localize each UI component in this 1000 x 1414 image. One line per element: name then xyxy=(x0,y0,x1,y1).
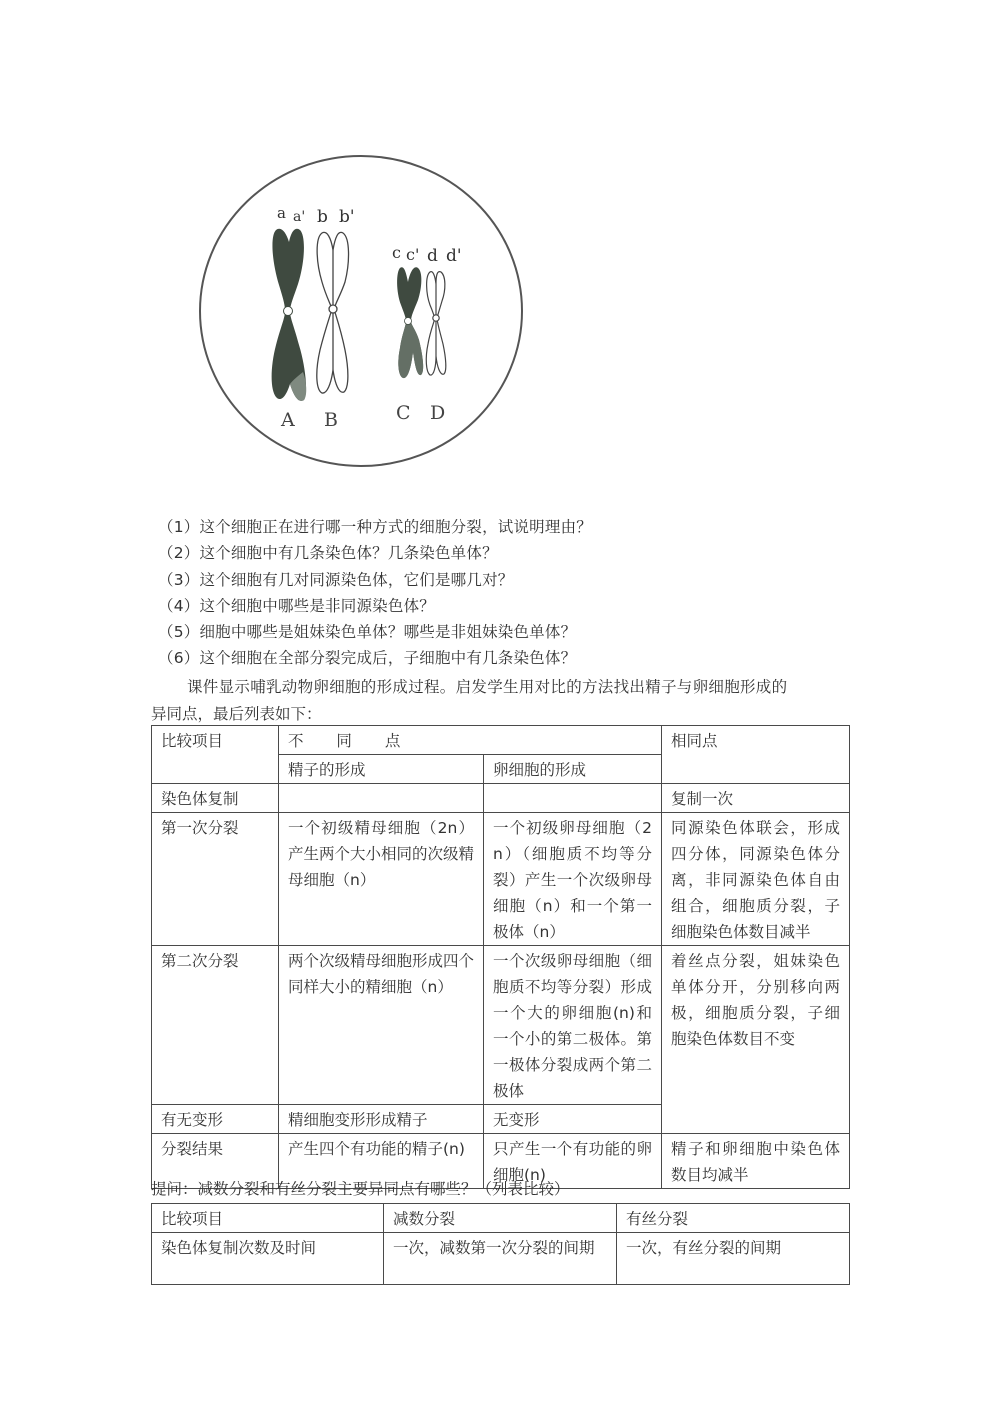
row-same: 同源染色体联会，形成四分体，同源染色体分离，非同源染色体自由组合，细胞质分裂，子细胞染色体数目减半 xyxy=(662,813,850,946)
header-meiosis: 减数分裂 xyxy=(384,1204,617,1233)
label-c-prime: c' xyxy=(406,245,420,264)
label-c: c xyxy=(392,243,401,262)
table-row xyxy=(152,784,850,813)
row-egg: 无变形 xyxy=(484,1105,662,1134)
table-header-row xyxy=(152,1204,850,1233)
label-a-prime: a' xyxy=(293,209,306,225)
row-sperm: 精细胞变形形成精子 xyxy=(279,1105,484,1134)
row-item: 染色体复制次数及时间 xyxy=(152,1233,384,1285)
row-sperm: 两个次级精母细胞形成四个同样大小的精细胞（n） xyxy=(279,946,484,1105)
label-d-prime: d' xyxy=(446,246,462,266)
row-item: 第一次分裂 xyxy=(152,813,279,946)
chromosome-b xyxy=(317,232,349,393)
label-b-prime: b' xyxy=(339,207,355,227)
row-egg xyxy=(484,784,662,813)
intro-line-1: 课件显示哺乳动物卵细胞的形成过程。启发学生用对比的方法找出精子与卵细胞形成的 xyxy=(187,678,788,696)
table-row xyxy=(152,946,850,1105)
row-mitosis: 一次，有丝分裂的间期 xyxy=(617,1233,850,1285)
chromosome-c xyxy=(397,267,423,378)
chromosome-a xyxy=(272,229,307,401)
intro-line-2: 异同点，最后列表如下： xyxy=(151,705,322,723)
meiosis-mitosis-question: 提问：减数分裂和有丝分裂主要异同点有哪些？（列表比较） xyxy=(151,1180,570,1198)
row-sperm xyxy=(279,784,484,813)
label-b: b xyxy=(317,207,328,227)
question-4: （4）这个细胞中哪些是非同源染色体？ xyxy=(158,596,435,615)
header-item: 比较项目 xyxy=(152,726,279,784)
meiosis-mitosis-table xyxy=(151,1203,850,1285)
chromosome-d xyxy=(426,272,446,375)
table-row xyxy=(152,1233,850,1285)
row-item: 第二次分裂 xyxy=(152,946,279,1105)
row-same: 复制一次 xyxy=(662,784,850,813)
chromosome-figure xyxy=(195,150,530,475)
row-egg: 一个次级卵母细胞（细胞质不均等分裂）形成一个大的卵细胞(n)和一个小的第二极体。第一极体分裂成两个第二极体 xyxy=(484,946,662,1105)
question-3: （3）这个细胞有几对同源染色体，它们是哪几对？ xyxy=(158,570,514,589)
label-B: B xyxy=(324,409,338,431)
header-same: 相同点 xyxy=(662,726,850,784)
row-same: 精子和卵细胞中染色体数目均减半 xyxy=(662,1134,850,1189)
question-2: （2）这个细胞中有几条染色体？几条染色单体？ xyxy=(158,544,498,563)
header-mitosis: 有丝分裂 xyxy=(617,1204,850,1233)
row-sperm: 一个初级精母细胞（2n）产生两个大小相同的次级精母细胞（n） xyxy=(279,813,484,946)
row-egg: 只产生一个有功能的卵细胞(n) xyxy=(484,1134,662,1189)
header-diff: 不 同 点 xyxy=(279,726,662,755)
question-list xyxy=(158,514,592,672)
sperm-egg-comparison-table xyxy=(151,725,850,1189)
row-item: 有无变形 xyxy=(152,1105,279,1134)
row-item: 分裂结果 xyxy=(152,1134,279,1189)
question-1: （1）这个细胞正在进行哪一种方式的细胞分裂，试说明理由？ xyxy=(158,518,592,536)
intro-paragraph xyxy=(151,674,851,728)
header-sperm: 精子的形成 xyxy=(279,755,484,784)
label-C: C xyxy=(396,402,411,424)
row-same: 着丝点分裂，姐妹染色单体分开，分别移向两极，细胞质分裂，子细胞染色体数目不变 xyxy=(662,946,850,1134)
label-A: A xyxy=(281,409,295,431)
row-egg: 一个初级卵母细胞（2n）（细胞质不均等分裂）产生一个次级卵母细胞（n）和一个第一极体（n） xyxy=(484,813,662,946)
cell-outline xyxy=(200,156,522,466)
label-a: a xyxy=(277,204,286,222)
table-row xyxy=(152,813,850,946)
row-sperm: 产生四个有功能的精子(n) xyxy=(279,1134,484,1189)
header-egg: 卵细胞的形成 xyxy=(484,755,662,784)
label-d: d xyxy=(427,246,438,266)
row-meiosis: 一次，减数第一次分裂的间期 xyxy=(384,1233,617,1285)
question-5: （5）细胞中哪些是姐妹染色单体？哪些是非姐妹染色单体？ xyxy=(158,623,577,642)
question-6: （6）这个细胞在全部分裂完成后，子细胞中有几条染色体？ xyxy=(158,649,577,668)
row-item: 染色体复制 xyxy=(152,784,279,813)
header-item: 比较项目 xyxy=(152,1204,384,1233)
label-D: D xyxy=(430,402,446,424)
